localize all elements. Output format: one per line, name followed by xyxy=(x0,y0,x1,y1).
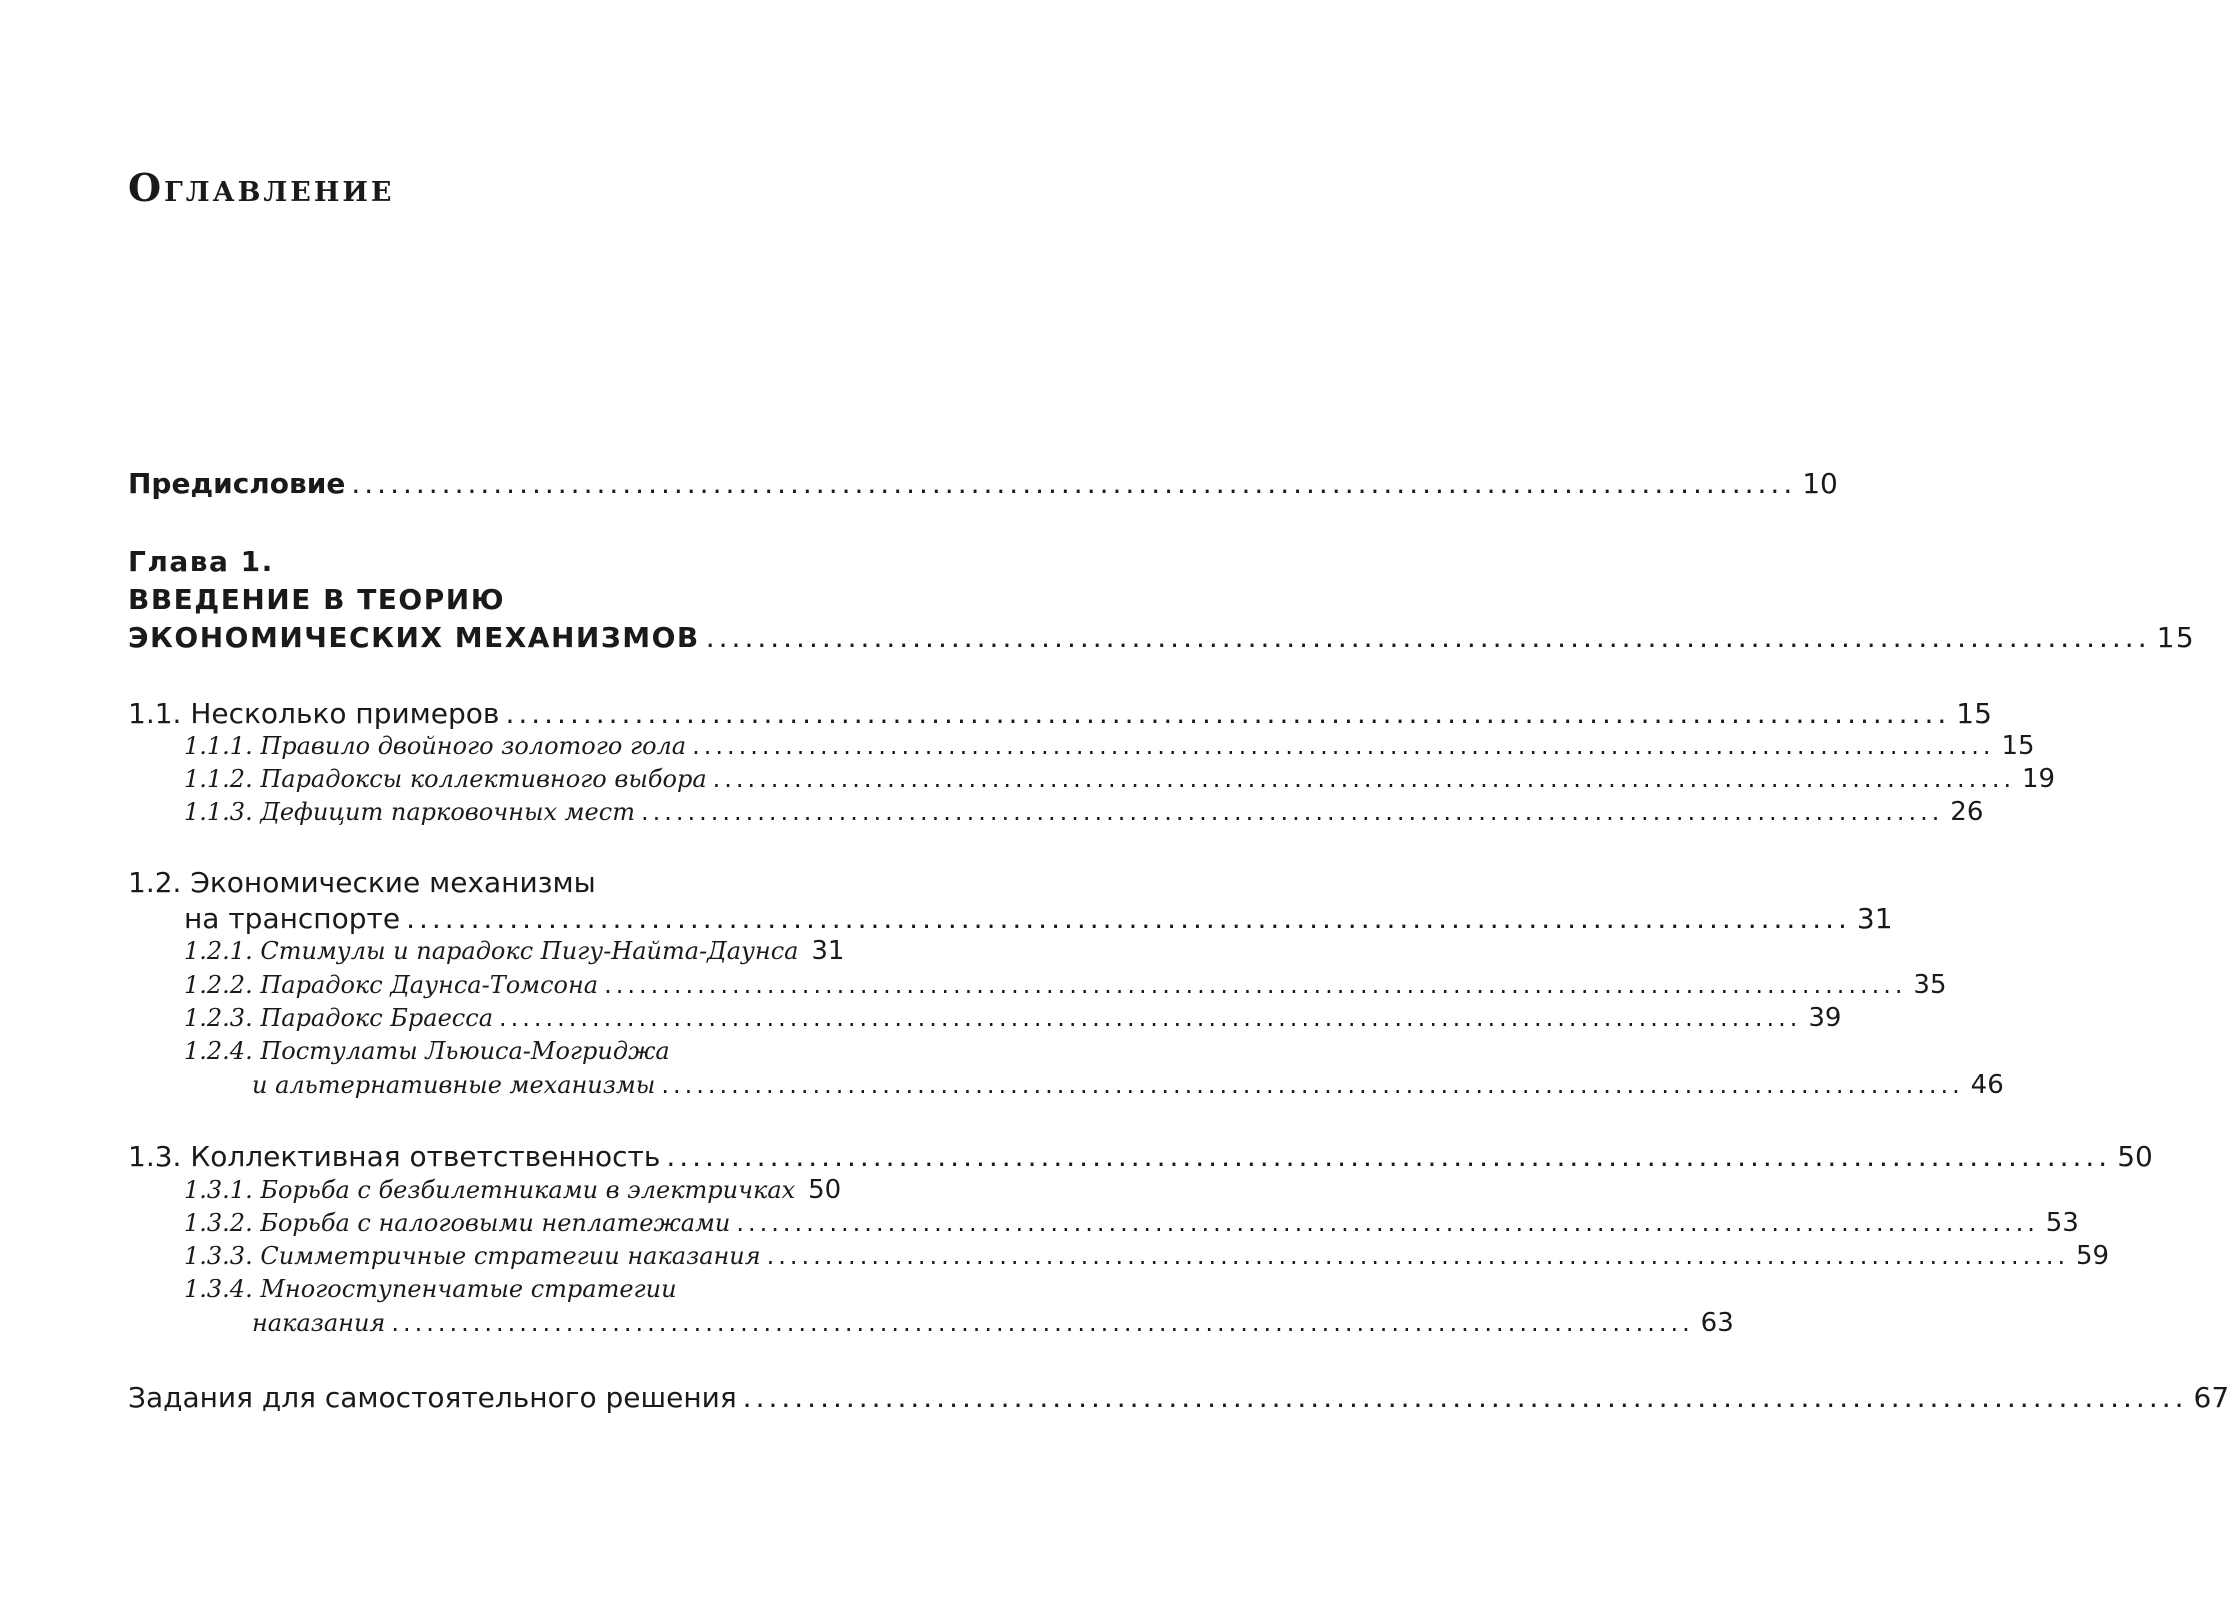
toc-entry-subsection-1-2-4[interactable] xyxy=(252,1070,2004,1100)
toc-entry-subsection-1-2-1[interactable] xyxy=(184,936,845,966)
toc-entry-section-1-3[interactable] xyxy=(128,1140,2153,1173)
entry-title: 1.3.1. Борьба с безбилетниками в электричках xyxy=(184,1176,796,1204)
dot-leader: ................................................................................................................ xyxy=(604,971,1907,999)
dot-leader: ................................................................................................................ xyxy=(692,732,1995,760)
entry-title: 1.1. Несколько примеров xyxy=(128,697,500,730)
toc-entry-subsection-1-3-2[interactable] xyxy=(184,1208,2079,1238)
entry-title: 1.1.2. Парадоксы коллективного выбора xyxy=(184,765,707,793)
entry-title: 1.2.1. Стимулы и парадокс Пигу-Найта-Даунса xyxy=(184,937,799,965)
page-number: 50 xyxy=(808,1175,842,1205)
toc-entry-subsection-1-2-2[interactable] xyxy=(184,970,1947,1000)
page-number: 63 xyxy=(1700,1308,1734,1338)
toc-entry-subsection-1-2-3[interactable] xyxy=(184,1003,1842,1033)
dot-leader: ................................................................................................................ xyxy=(505,697,1951,730)
toc-entry-section-1-1[interactable] xyxy=(128,697,1992,730)
page-number: 15 xyxy=(2001,731,2035,761)
toc-entry-subsection-1-1-2[interactable] xyxy=(184,764,2056,794)
entry-title: 1.3.2. Борьба с налоговыми неплатежами xyxy=(184,1209,731,1237)
section-1-2-title-line1: 1.2. Экономические механизмы xyxy=(128,866,596,899)
toc-entry-section-1-2[interactable] xyxy=(184,902,1893,935)
entry-title: 1.2.2. Парадокс Даунса-Томсона xyxy=(184,971,599,999)
page-number: 10 xyxy=(1802,467,1838,500)
page-number: 26 xyxy=(1950,797,1984,827)
entry-title: Задания для самостоятельного решения xyxy=(128,1381,737,1414)
chapter-label: Глава 1. xyxy=(128,545,274,578)
chapter-title-line2: ЭКОНОМИЧЕСКИХ МЕХАНИЗМОВ xyxy=(128,621,700,654)
page-number: 67 xyxy=(2193,1381,2229,1414)
entry-title: 1.1.1. Правило двойного золотого гола xyxy=(184,732,687,760)
toc-entry-chapter-1[interactable] xyxy=(128,621,2196,654)
page-number: 53 xyxy=(2045,1208,2079,1238)
dot-leader: ................................................................................................................ xyxy=(406,902,1851,935)
entry-title: Предисловие xyxy=(128,467,346,500)
subsection-1-2-4-title-line1: 1.2.4. Постулаты Льюиса-Могриджа xyxy=(184,1037,670,1065)
dot-leader: ................................................................................................................ xyxy=(766,1242,2070,1270)
subsection-1-3-4-title-line1: 1.3.4. Многоступенчатые стратегии xyxy=(184,1275,677,1303)
page-title: Оглавление xyxy=(128,165,395,210)
entry-title: 1.2.3. Парадокс Браесса xyxy=(184,1004,493,1032)
page-number: 35 xyxy=(1913,970,1947,1000)
toc-entry-subsection-1-1-1[interactable] xyxy=(184,731,2035,761)
dot-leader: ................................................................................................................ xyxy=(712,765,2016,793)
toc-entry-subsection-1-3-4[interactable] xyxy=(252,1308,1734,1338)
dot-leader: ................................................................................................................ xyxy=(661,1071,1964,1099)
entry-title: наказания xyxy=(252,1309,386,1337)
toc-entry-subsection-1-3-1[interactable] xyxy=(184,1175,841,1205)
page-number: 31 xyxy=(811,936,845,966)
dot-leader: ................................................................................................................ xyxy=(742,1381,2188,1414)
dot-leader: ................................................................................................................ xyxy=(666,1140,2112,1173)
entry-title: 1.1.3. Дефицит парковочных мест xyxy=(184,798,635,826)
dot-leader: ................................................................................................................ xyxy=(391,1309,1694,1337)
entry-title: 1.3. Коллективная ответственность xyxy=(128,1140,661,1173)
dot-leader: ................................................................................................................ xyxy=(736,1209,2039,1237)
toc-entry-subsection-1-1-3[interactable] xyxy=(184,797,1984,827)
toc-entry-exercises[interactable] xyxy=(128,1381,2229,1414)
page-number: 15 xyxy=(2156,621,2196,654)
page-number: 31 xyxy=(1856,902,1893,935)
page-number: 46 xyxy=(1970,1070,2004,1100)
dot-leader: ................................................................................................................ xyxy=(499,1004,1802,1032)
toc-entry-preface[interactable] xyxy=(128,467,1838,500)
dot-leader: ................................................................................................................ xyxy=(351,467,1797,500)
page-number: 50 xyxy=(2117,1140,2153,1173)
entry-title: на транспорте xyxy=(184,902,401,935)
entry-title: 1.3.3. Симметричные стратегии наказания xyxy=(184,1242,761,1270)
dot-leader: ................................................................................................................ xyxy=(705,621,2151,654)
page-number: 19 xyxy=(2022,764,2056,794)
chapter-title-line1: ВВЕДЕНИЕ В ТЕОРИЮ xyxy=(128,583,506,616)
page-number: 59 xyxy=(2076,1241,2110,1271)
page-number: 39 xyxy=(1808,1003,1842,1033)
dot-leader: ................................................................................................................ xyxy=(640,798,1944,826)
entry-title: и альтернативные механизмы xyxy=(252,1071,656,1099)
page-number: 15 xyxy=(1956,697,1992,730)
toc-entry-subsection-1-3-3[interactable] xyxy=(184,1241,2110,1271)
